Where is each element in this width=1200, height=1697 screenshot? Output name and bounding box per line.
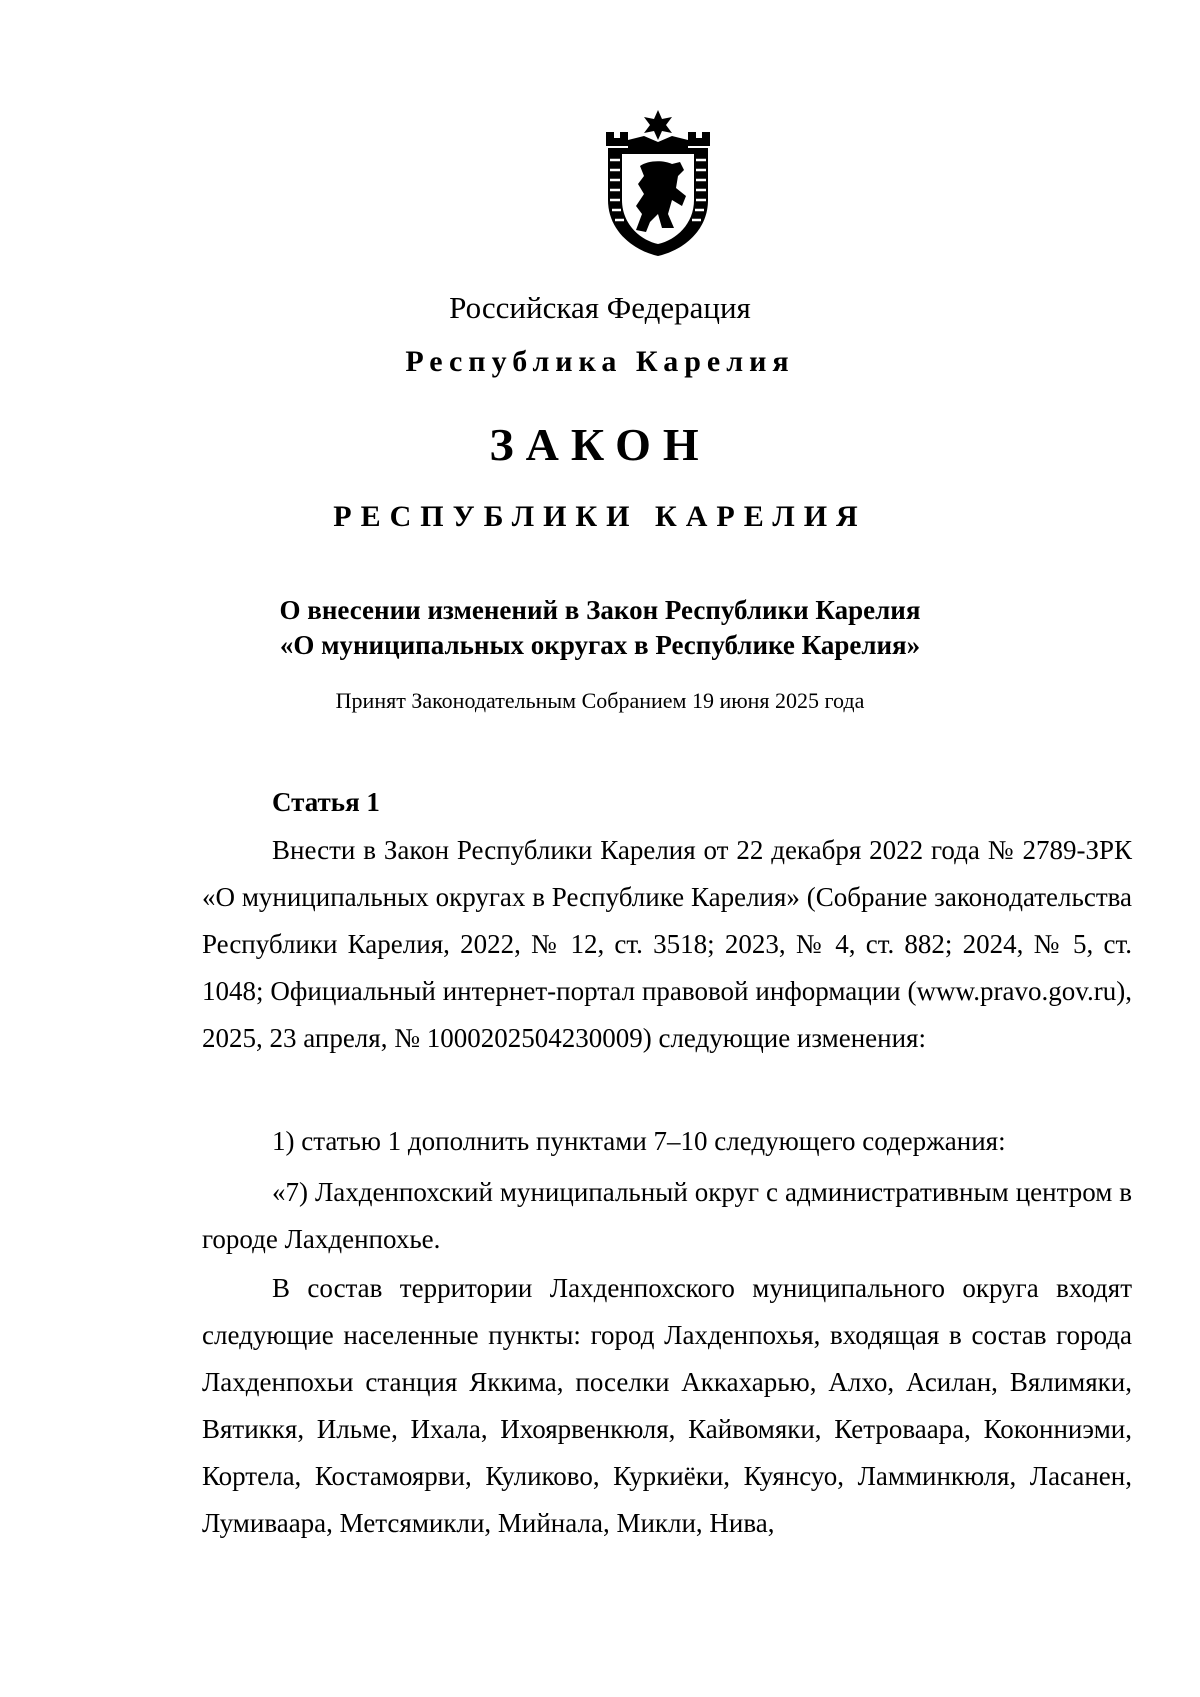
article-paragraph: В состав территории Лахденпохского муниципального округа входят следующие населенные пункты: город Лахденпохья, входящая в состав города Лахденпохьи станция Яккима, поселки Аккахарью, Алхо, Асилан, Вялимяки, Вятиккя, Ильме, Ихала, Ихоярвенкюля, Кайвомяки, Кетроваара, Коконниэми, Кортела, Костамоярви, Куликово, Куркиёки, Куянсуо, Ламминкюля, Ласанен, Лумиваара, Метсямикли, Мийнала, Микли, Нива, <box>202 1273 1132 1538</box>
law-subject-line-1: О внесении изменений в Закон Республики Карелия <box>279 595 921 625</box>
law-subject-line-2: «О муниципальных округах в Республике Карелия» <box>279 630 921 660</box>
article-paragraph: Внести в Закон Республики Карелия от 22 декабря 2022 года № 2789-ЗРК «О муниципальных округах в Республике Карелия» (Собрание законодательства Республики Карелия, 2022, № 12, ст. 3518; 2023, № 4, ст. 882; 2024, № 5, ст. 1048; Официальный интернет-портал правовой информации (www.pravo.gov.ru), 2025, 23 апреля, № 1000202504230009) следующие изменения: <box>202 835 1132 1053</box>
document-type-title: ЗАКОН <box>489 419 711 470</box>
article-heading: Статья 1 <box>272 787 380 817</box>
karelia-coat-of-arms-emblem <box>602 110 714 258</box>
article-paragraph: 1) статью 1 дополнить пунктами 7–10 следующего содержания: <box>272 1126 1006 1156</box>
country-name: Российская Федерация <box>449 290 751 325</box>
law-subject <box>0 593 1200 663</box>
document-type-subtitle: РЕСПУБЛИКИ КАРЕЛИЯ <box>333 500 867 533</box>
article-paragraph: «7) Лахденпохский муниципальный округ с административным центром в городе Лахденпохье. <box>202 1177 1132 1254</box>
adoption-note: Принят Законодательным Собранием 19 июня 2025 года <box>335 688 865 713</box>
republic-name: Республика Карелия <box>405 345 795 378</box>
